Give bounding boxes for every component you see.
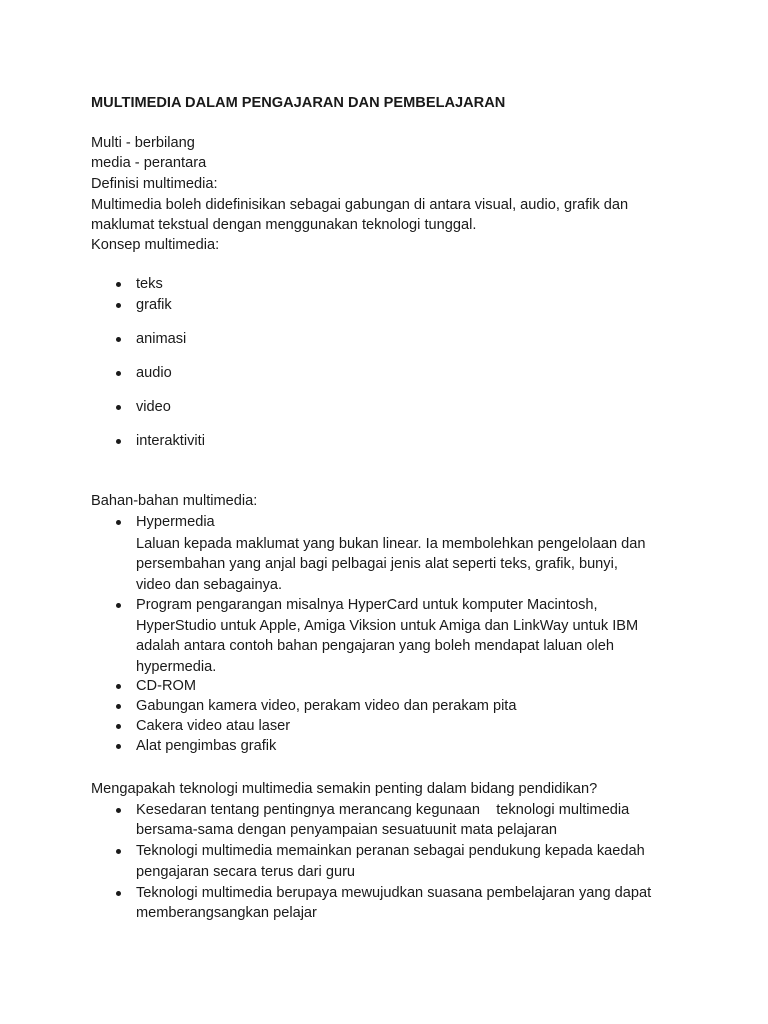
bullet-icon	[116, 849, 121, 854]
list-item-text: bersama-sama dengan penyampaian sesuatuunit mata pelajaran	[136, 822, 558, 838]
list-item-text: hypermedia.	[136, 659, 217, 675]
bullet-icon	[116, 337, 121, 342]
definition-heading: Definisi multimedia:	[91, 176, 218, 192]
list-item-text: audio	[136, 365, 172, 381]
bullet-icon	[116, 684, 121, 689]
list-item-text: adalah antara contoh bahan pengajaran yang boleh mendapat laluan oleh	[136, 638, 614, 654]
list-item-text: teks	[136, 276, 163, 292]
bullet-icon	[116, 603, 121, 608]
definition-text-line-2: maklumat tekstual dengan menggunakan teknologi tunggal.	[91, 217, 477, 233]
list-item-text: Cakera video atau laser	[136, 718, 291, 734]
list-item-text: video dan sebagainya.	[136, 577, 283, 593]
list-item-text: Teknologi multimedia memainkan peranan sebagai pendukung kepada kaedah	[136, 843, 645, 859]
definition-text-line-1: Multimedia boleh didefinisikan sebagai gabungan di antara visual, audio, grafik dan	[91, 197, 629, 213]
bullet-icon	[116, 704, 121, 709]
list-item-text: Hypermedia	[136, 514, 215, 530]
list-item-text: Kesedaran tentang pentingnya merancang kegunaan teknologi multimedia	[136, 802, 630, 818]
importance-heading: Mengapakah teknologi multimedia semakin penting dalam bidang pendidikan?	[91, 781, 598, 797]
materials-heading: Bahan-bahan multimedia:	[91, 493, 258, 509]
bullet-icon	[116, 744, 121, 749]
list-item-text: memberangsangkan pelajar	[136, 905, 317, 921]
list-item-text: interaktiviti	[136, 433, 205, 449]
list-item-text: persembahan yang anjal bagi pelbagai jenis alat seperti teks, grafik, bunyi,	[136, 556, 618, 572]
bullet-icon	[116, 724, 121, 729]
bullet-icon	[116, 891, 121, 896]
concept-heading: Konsep multimedia:	[91, 237, 220, 253]
list-item-text: grafik	[136, 297, 172, 313]
list-item-text: Teknologi multimedia berupaya mewujudkan suasana pembelajaran yang dapat	[136, 885, 652, 901]
page-title: MULTIMEDIA DALAM PENGAJARAN DAN PEMBELAJARAN	[91, 95, 506, 111]
bullet-icon	[116, 371, 121, 376]
list-item-text: video	[136, 399, 171, 415]
list-item-text: HyperStudio untuk Apple, Amiga Viksion untuk Amiga dan LinkWay untuk IBM	[136, 618, 639, 634]
bullet-icon	[116, 405, 121, 410]
list-item-text: CD-ROM	[136, 678, 196, 694]
list-item-text: pengajaran secara terus dari guru	[136, 864, 356, 880]
list-item-text: Gabungan kamera video, perakam video dan perakam pita	[136, 698, 517, 714]
bullet-icon	[116, 282, 121, 287]
bullet-icon	[116, 439, 121, 444]
intro-media-line: media - perantara	[91, 155, 207, 171]
bullet-icon	[116, 520, 121, 525]
bullet-icon	[116, 303, 121, 308]
list-item-text: Alat pengimbas grafik	[136, 738, 277, 754]
list-item-text: Program pengarangan misalnya HyperCard untuk komputer Macintosh,	[136, 597, 598, 613]
list-item-text: Laluan kepada maklumat yang bukan linear. Ia membolehkan pengelolaan dan	[136, 536, 646, 552]
list-item-text: animasi	[136, 331, 187, 347]
intro-multi-line: Multi - berbilang	[91, 135, 195, 151]
bullet-icon	[116, 808, 121, 813]
